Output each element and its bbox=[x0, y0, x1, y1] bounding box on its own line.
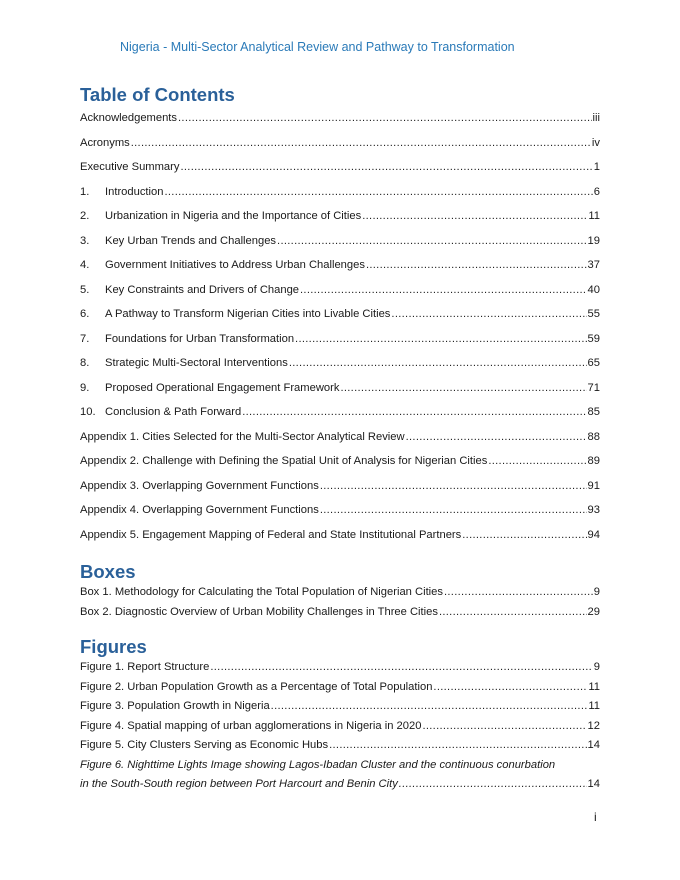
entry-number: 8. bbox=[80, 357, 90, 369]
toc-entry[interactable] bbox=[80, 449, 600, 474]
toc-heading: Table of Contents bbox=[80, 84, 235, 105]
entry-label: Introduction bbox=[105, 185, 164, 198]
entry-number: 9. bbox=[80, 381, 90, 394]
toc-entry[interactable] bbox=[80, 425, 600, 450]
dot-leader bbox=[422, 717, 586, 737]
entry-label: Figure 1. Report Structure bbox=[80, 661, 210, 673]
figure-6-label-line1: Figure 6. Nighttime Lights Image showing Lagos-Ibadan Cluster and the continuous conurbation bbox=[80, 758, 556, 771]
page-number: i bbox=[594, 810, 597, 824]
figure-6-entry[interactable] bbox=[80, 756, 600, 795]
toc-entry[interactable] bbox=[80, 736, 600, 756]
entry-page: 55 bbox=[587, 308, 600, 320]
entry-page: 11 bbox=[588, 210, 600, 222]
dot-leader bbox=[180, 155, 592, 180]
entry-number: 7. bbox=[80, 332, 90, 345]
dot-leader bbox=[439, 603, 587, 623]
entry-label: Figure 2. Urban Population Growth as a Percentage of Total Population bbox=[80, 680, 433, 693]
dot-leader bbox=[366, 253, 587, 278]
toc-entry[interactable] bbox=[80, 351, 600, 376]
entry-page: 91 bbox=[587, 479, 600, 492]
entry-number: 6. bbox=[80, 308, 90, 320]
dot-leader bbox=[462, 523, 586, 548]
entry-label: Acronyms bbox=[80, 136, 130, 149]
entry-page: 88 bbox=[587, 430, 600, 443]
dot-leader bbox=[391, 302, 586, 327]
toc-entry[interactable] bbox=[80, 474, 600, 499]
entry-page: 85 bbox=[587, 406, 600, 418]
entry-label: Appendix 3. Overlapping Government Functions bbox=[80, 479, 319, 492]
entry-number: 10. bbox=[80, 406, 96, 418]
dot-leader bbox=[444, 583, 593, 603]
dot-leader bbox=[320, 498, 587, 523]
toc-entry[interactable] bbox=[80, 400, 600, 425]
toc-entry[interactable] bbox=[80, 302, 600, 327]
entry-number: 2. bbox=[80, 210, 90, 222]
dot-leader bbox=[277, 229, 587, 254]
figures-list bbox=[80, 658, 600, 756]
dot-leader bbox=[320, 474, 587, 499]
toc-entry[interactable] bbox=[80, 523, 600, 548]
entry-page: 9 bbox=[593, 586, 600, 598]
entry-label: Appendix 4. Overlapping Government Functions bbox=[80, 504, 319, 516]
dot-leader bbox=[178, 106, 592, 131]
entry-number: 3. bbox=[80, 234, 90, 247]
entry-label: Appendix 2. Challenge with Defining the Spatial Unit of Analysis for Nigerian Cities bbox=[80, 455, 488, 467]
entry-label: Strategic Multi-Sectoral Interventions bbox=[105, 357, 288, 369]
toc-entry[interactable] bbox=[80, 498, 600, 523]
entry-number: 1. bbox=[80, 185, 90, 198]
dot-leader bbox=[433, 678, 587, 698]
entry-label: Appendix 1. Cities Selected for the Multi-Sector Analytical Review bbox=[80, 430, 405, 443]
toc-entry[interactable] bbox=[80, 204, 600, 229]
figures-heading: Figures bbox=[80, 636, 147, 657]
dot-leader bbox=[406, 425, 587, 450]
toc-entry[interactable] bbox=[80, 131, 600, 156]
dot-leader bbox=[295, 327, 587, 352]
dot-leader bbox=[210, 658, 592, 678]
entry-label: A Pathway to Transform Nigerian Cities into Livable Cities bbox=[105, 308, 391, 320]
entry-page: 11 bbox=[588, 680, 600, 693]
toc-entry[interactable] bbox=[80, 106, 600, 131]
toc-entry[interactable] bbox=[80, 717, 600, 737]
toc-list bbox=[80, 106, 600, 547]
entry-page: iii bbox=[592, 112, 600, 124]
toc-entry[interactable] bbox=[80, 583, 600, 603]
entry-page: 12 bbox=[587, 719, 600, 732]
entry-page: iv bbox=[591, 136, 600, 149]
entry-label: Figure 4. Spatial mapping of urban agglomerations in Nigeria in 2020 bbox=[80, 719, 422, 732]
dot-leader bbox=[399, 775, 587, 795]
running-header: Nigeria - Multi-Sector Analytical Review and Pathway to Transformation bbox=[120, 40, 515, 54]
toc-entry[interactable] bbox=[80, 278, 600, 303]
toc-entry[interactable] bbox=[80, 327, 600, 352]
dot-leader bbox=[340, 376, 586, 401]
entry-page: 6 bbox=[593, 185, 600, 198]
entry-label: Box 2. Diagnostic Overview of Urban Mobility Challenges in Three Cities bbox=[80, 605, 438, 618]
entry-label: Foundations for Urban Transformation bbox=[105, 332, 295, 345]
entry-label: Figure 3. Population Growth in Nigeria bbox=[80, 700, 270, 712]
entry-page: 9 bbox=[593, 661, 600, 673]
toc-entry[interactable] bbox=[80, 697, 600, 717]
entry-label: Urbanization in Nigeria and the Importance of Cities bbox=[105, 210, 362, 222]
entry-page: 14 bbox=[587, 739, 600, 751]
toc-entry[interactable] bbox=[80, 658, 600, 678]
entry-label: Figure 5. City Clusters Serving as Economic Hubs bbox=[80, 739, 329, 751]
figure-6-page: 14 bbox=[587, 778, 600, 790]
entry-label: Appendix 5. Engagement Mapping of Federal and State Institutional Partners bbox=[80, 528, 462, 541]
entry-page: 11 bbox=[588, 700, 600, 712]
toc-entry[interactable] bbox=[80, 603, 600, 623]
toc-entry[interactable] bbox=[80, 180, 600, 205]
entry-label: Key Urban Trends and Challenges bbox=[105, 234, 277, 247]
figure-6-label-line2: in the South-South region between Port Harcourt and Benin City bbox=[80, 778, 398, 790]
entry-label: Box 1. Methodology for Calculating the Total Population of Nigerian Cities bbox=[80, 586, 443, 598]
boxes-heading: Boxes bbox=[80, 561, 136, 582]
entry-page: 93 bbox=[587, 504, 600, 516]
entry-page: 94 bbox=[587, 528, 600, 541]
dot-leader bbox=[242, 400, 586, 425]
dot-leader bbox=[329, 736, 586, 756]
dot-leader bbox=[164, 180, 592, 205]
toc-entry[interactable] bbox=[80, 376, 600, 401]
dot-leader bbox=[300, 278, 587, 303]
entry-page: 19 bbox=[587, 234, 600, 247]
entry-page: 65 bbox=[587, 357, 600, 369]
entry-number: 4. bbox=[80, 259, 90, 271]
entry-page: 89 bbox=[587, 455, 600, 467]
toc-entry[interactable] bbox=[80, 253, 600, 278]
toc-entry[interactable] bbox=[80, 229, 600, 254]
entry-page: 29 bbox=[587, 605, 600, 618]
toc-entry[interactable] bbox=[80, 678, 600, 698]
dot-leader bbox=[488, 449, 586, 474]
entry-label: Key Constraints and Drivers of Change bbox=[105, 283, 300, 296]
entry-page: 59 bbox=[587, 332, 600, 345]
entry-page: 71 bbox=[587, 381, 600, 394]
dot-leader bbox=[271, 697, 588, 717]
entry-label: Proposed Operational Engagement Framework bbox=[105, 381, 340, 394]
dot-leader bbox=[131, 131, 591, 156]
boxes-list bbox=[80, 583, 600, 622]
entry-page: 1 bbox=[593, 161, 600, 173]
entry-label: Executive Summary bbox=[80, 161, 180, 173]
entry-page: 40 bbox=[587, 283, 600, 296]
entry-label: Acknowledgements bbox=[80, 112, 178, 124]
document-body bbox=[80, 84, 600, 795]
entry-label: Government Initiatives to Address Urban Challenges bbox=[105, 259, 365, 271]
toc-entry[interactable] bbox=[80, 155, 600, 180]
entry-label: Conclusion & Path Forward bbox=[105, 406, 242, 418]
dot-leader bbox=[362, 204, 587, 229]
entry-number: 5. bbox=[80, 283, 90, 296]
dot-leader bbox=[289, 351, 587, 376]
entry-page: 37 bbox=[587, 259, 600, 271]
